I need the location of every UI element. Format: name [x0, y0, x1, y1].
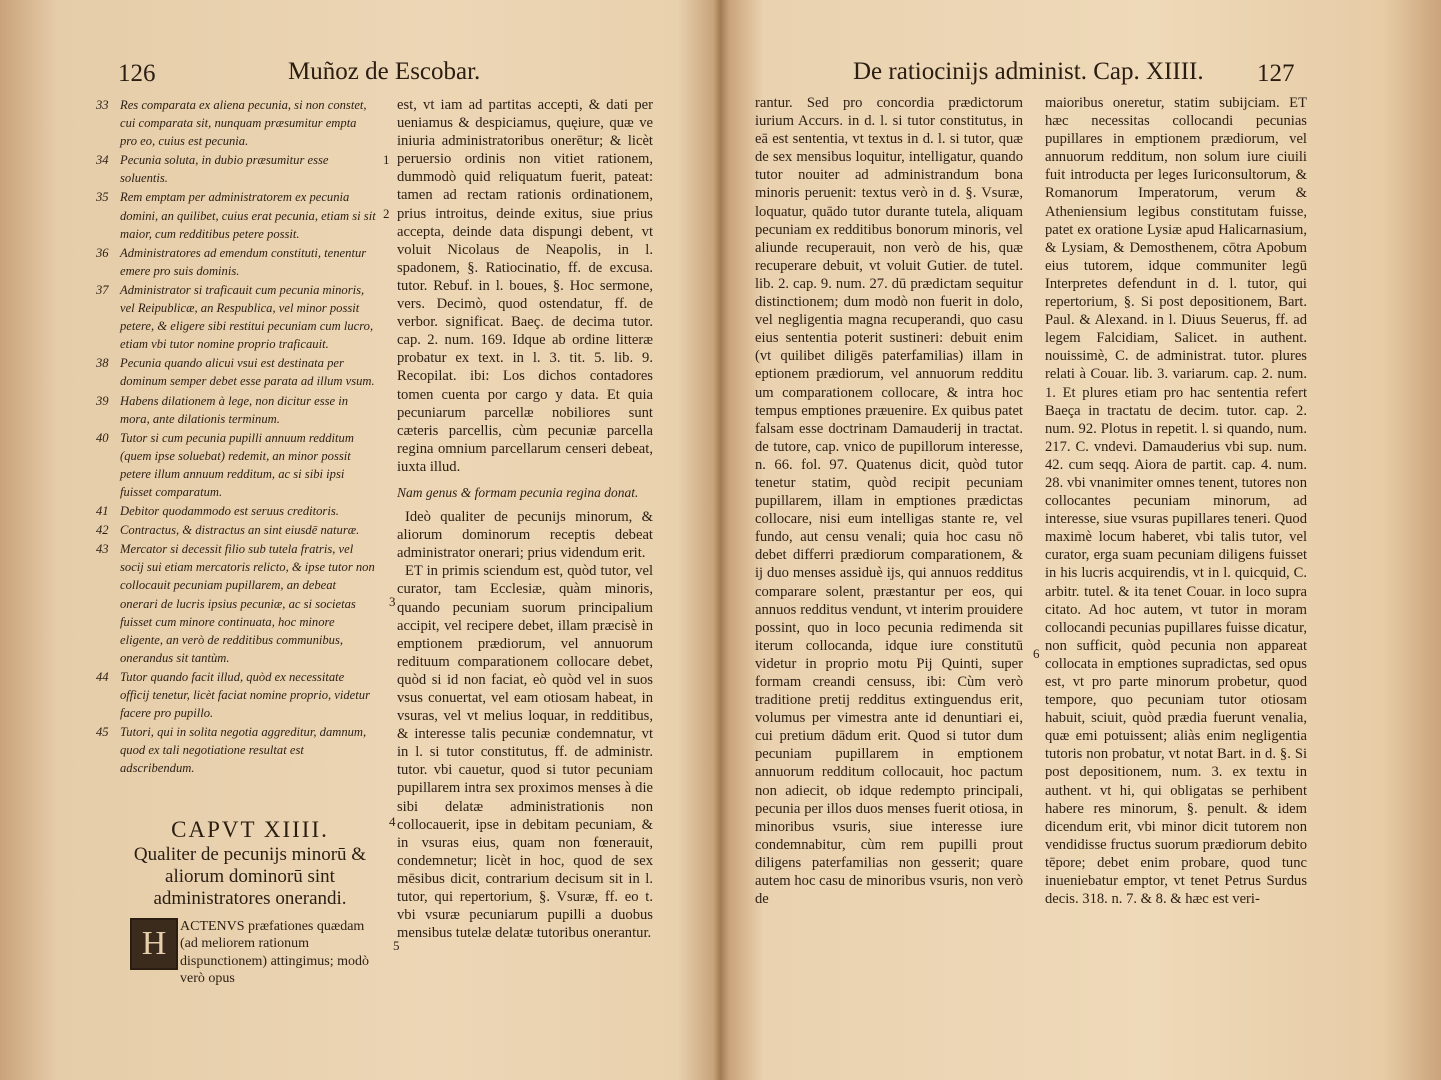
right-page — [725, 0, 1441, 1080]
margin-number: 3 — [389, 594, 396, 609]
note-45: 45 Tutori, qui in solita negotia aggreditur, damnum, quod ex tali negotiatione resultat est adscribendum. — [96, 725, 367, 776]
chapter-heading: CAPVT XIIII. — [171, 817, 329, 842]
margin-number: 1 — [383, 152, 390, 167]
right-column-1: rantur. Sed pro concordia prædictorum iurium Accurs. in d. l. si tutor constitutus, in eā est sententia, vt textus in d. l. si tutor, quæ de sex mensibus loquitur, intelligatur, quando tutor nouiter ad administrandum bona minoris peruenit: textus verò in d. §. Vsuræ, loquatur, quādo tutor durante tutela, aliquam pecuniam ex redditibus bonorum minoris, vel aliunde recuperauit, non verò de his, quæ recuperare debuit, vt voluit Gutier. de tutel. lib. 2. cap. 9. num. 27. dū prædictam sequitur distinctionem; dum modò non fuerit in dolo, vel negligentia magna recuperandi, quo casu eius sententia poterit sustineri: debuit enim (vt quilibet diligēs paterfamilias) illam in eptionem prædiorum, vel annuorum redditu um comparationem collocare, & intra hoc tempus emptiones præuenire. Ex quibus patet falsam esse doctrinam Damauderij in tractat. de tutore, cap. vnico de pupillorum interesse, n. 66. fol. 97. Quatenus dicit, quòd tutor tenetur statim, quòd recipit pecuniam pupillarem, illam in emptiones prædictas collocare, nisi eum intelligas stante re, vel fundo, aut censu venali; quia hoc casu nō debet differri prædiorum comparationem, & ij duo menses assiduè ijs, qui annuos redditus comparare solent, præstantur per eos, qui annuos redditus vendunt, vt interim prouidere possint, quo in loco pecunia redimenda sit iterum collocanda, idque iure constitutū videtur in proprio motu Pij Quinti, super formam creandi censuss, ibi: Cùm verò traditione pretij redditus extinguendus erit, volumus per vimestra ante id denuntiari ei, cui pretium dādum erit. Quod si tutor dum pecuniam pupillarem in emptionem annuorum redditum collocauit, hoc pactum non adiecit, ob idque redempto principali, pecunia per illos duos menses fuerit otiosa, in minoribus vsuris, siue interesse iure condemnabitur, cùm rem pupilli prout diligens paterfamilias non gesserit; quare autem hoc casu de minoribus vsuris, non verò de — [755, 95, 1023, 908]
note-38: 38 Pecunia quando alicui vsui est destinata per dominum semper debet esse parata ad illum vsum. — [96, 356, 375, 389]
right-column-2: maioribus oneretur, statim subijciam. ET hæc necessitas collocandi pecunias pupillares in emptionem prædiorum, vel annuorum redditum, non solum iure ciuili fuit introducta per leges Iuriconsultorum, & Romanorum Imperatorum, verum & Atheniensium legibus constitutam fuisse, patet ex oratione Lysiæ apud Halicarnasium, & Lysiam, & Demosthenem, cōtra Apobum eius tutorem, idque communiter legū Interpretes defendunt in d. l. tutor, qui repertorium, §. Si post depositionem, Bart. Paul. & Alexand. in l. Diuus Seuerus, ff. ad legem Falcidiam, Salicet. in authent. nouissimè, C. de administrat. tutor. plures relati à Couar. lib. 3. variarum. cap. 2. num. 1. Et plures etiam pro hac sententia refert Baeça in tractatu de decim. tutor. cap. 2. num. 92. Plotus in repetit. l. si quando, num. 217. C. vndevi. Damauderius vbi sup. num. 42. cum seqq. Aiora de partit. cap. 4. num. 28. vbi vnanimiter omnes tenent, tutores non collocantes pecuniam minorum, ad interesse, siue vsuras pupillares teneri. Quod maximè locum haberet, vbi talis tutor, vel curator, erga suam pecuniam diligens fuisset in his lucris acquirendis, vt in l. quicquid, C. arbitr. tutel. & ita tenet Couar. in loco supra citato. Ad hoc autem, vt tutor in moram collocandi pecunias pupillares fuisse dicatur, non sufficit, quòd pecunia non appareat collocata in emptiones supradictas, sed opus est, vt pro parte minorum probetur, quod tempore, quo pecuniam tutor otiosam habuit, sciuit, quòd prædia fuerunt venalia, quæ emi potuissent; aliàs enim negligentia tutoris non probatur, vt notat Bart. in d. §. Si post depositionem, num. 3. ex textu in authent. vt hi, qui obligatas se perhibent habere res minorum, §. penult. & idem dicendum erit, vbi minor dicit tutorem non vendidisse fructus suorum prædiorum debito tēpore; debet enim probare, quod tunc inueniebatur emptor, vt tenet Petrus Surdus decis. 318. n. 7. & 8. & hæc est veri- — [1045, 95, 1307, 908]
chapter-intro: ACTENVS præfationes quædam (ad meliorem rationum dispunctionem) attingimus; modò verò opus — [180, 919, 369, 987]
margin-number: 4 — [389, 814, 396, 829]
margin-number: 5 — [393, 938, 400, 953]
note-36: 36 Administratores ad emendum constituti, tenentur emere pro suis dominis. — [96, 245, 367, 278]
margin-number: 2 — [383, 206, 390, 221]
chapter-title — [120, 816, 380, 910]
note-42: 42 Contractus, & distractus an sint eiusdē naturæ. — [96, 523, 360, 538]
note-34: 34 Pecunia soluta, in dubio præsumitur esse soluentis. — [96, 153, 329, 186]
note-40: 40 Tutor si cum pecunia pupilli annuum redditum (quem ipse soluebat) redemit, an minor possit petere illum annuum redditum, ac si sibi ipsi fuisset comparatum. — [96, 430, 354, 499]
note-44: 44 Tutor quando facit illud, quòd ex necessitate officij tenetur, licèt faciat nomine proprio, videtur facere pro pupillo. — [96, 669, 370, 721]
page-number-left: 126 — [118, 60, 156, 87]
note-33: 33 Res comparata ex aliena pecunia, si non constet, cui comparata sit, nunquam præsumitur empta pro eo, cuius est pecunia. — [96, 98, 367, 149]
left-col-para-2: Ideò qualiter de pecunijs minorum, & aliorum dominorum receptis debeat administrator onerari; prius videndum erit. — [397, 509, 653, 562]
note-35: 35 Rem emptam per administratorem ex pecunia domini, an quilibet, cuius erat pecunia, etiam si sit maior, cum redditibus petere possit. — [96, 190, 376, 241]
running-head-right: De ratiocinijs administ. Cap. XIIII. — [853, 58, 1204, 85]
note-39: 39 Habens dilationem à lege, non dicitur esse in mora, ante dilationis terminum. — [96, 393, 349, 426]
note-37: 37 Administrator si traficauit cum pecunia minoris, vel Reipublicæ, an Respublica, vel minor possit petere, & eligere sibi restitui pecuniam cum lucro, etiam vbi tutor nomine proprio traficauit. — [96, 282, 374, 352]
note-43: 43 Mercator si decessit filio sub tutela fratris, vel socij sui etiam mercatoris relicto, & ipse tutor non collocauit pecuniam pupillarem, an debeat onerari de lucris ipsius pecuniæ, ac si societas fuisset cum minore continuata, hoc minore eligente, an verò de redditibus communibus, onerandus sit tantùm. — [96, 542, 375, 665]
marginal-notes — [96, 96, 376, 778]
left-page — [0, 0, 715, 1080]
drop-cap: H — [130, 918, 178, 970]
left-col-para-3: ET in primis sciendum est, quòd tutor, vel curator, tam Ecclesiæ, quàm minoris, quando pecuniam suorum principalium accipit, vel recipere debet, illam præcisè in emptionem prædiorum, vel annuorum redituum comparationem collocare debet, quòd si id non faciat, eò quòd vel in suos vsus conuertat, vel eam otiosam habeat, in vsuras, vel vt melius loquar, in redditibus, & interesse talis pecuniæ condemnatur, vt in l. si tutor constitutus, ff. de administr. tutor. vbi cauetur, quod si tutor pecuniam pupillarem intra sex proximos menses à die sibi delatæ administrationis non collocauerit, ipse in debitam pecuniam, & in vsuras eius, quam non fœnerauit, condemnetur; licèt in hoc, quod de sex mēsibus dicit, contrarium decisum sit in l. tutor, qui repertorium, §. Vsuræ, ff. eo t. vbi vsuræ pecuniarum pupilli a duobus mensibus tutelæ delatæ tutoribus onerantur. — [397, 563, 653, 942]
left-main-column — [397, 96, 653, 942]
note-41: 41 Debitor quodammodo est seruus creditoris. — [96, 504, 339, 519]
left-col-para-1: est, vt iam ad partitas accepti, & dati per ueniamus & despiciamus, quęiure, quæ ve iniuria administratoribus onerētur; & licèt peruersio ordinis non vitiet rationem, dummodò quid reliquatum fuerit, pateat: tamen ad rectam rationis ordinationem, prius introitus, deinde exitus, siue prius accepta, deinde data dispungi debent, vt voluit Nicolaus de Neapolis, in l. spadonem, §. Ratiocinatio, ff. de excusa. tutor. Rebuf. in l. boues, §. Hoc sermone, vers. Decimò, quod ostendatur, ff. de verbor. significat. Baeç. de decima tutor. cap. 2. num. 169. Idque ab ordine litteræ probatur ex text. in l. 3. tit. 5. lib. 9. Recopilat. ibi: Los dichos contadores tomen cuenta por cargo y data. Et quia pecuniarum parcellæ nobiliores sunt cæteris parcellis, cùm pecuniæ parcella regina omnium parcellarum censeri debeat, iuxta illud. — [397, 97, 653, 475]
page-number-right: 127 — [1257, 60, 1295, 87]
chapter-subtitle: Qualiter de pecunijs minorū & aliorum dominorū sint administratores onerandi. — [133, 844, 367, 909]
margin-number: 6 — [1033, 646, 1040, 661]
running-head-left: Muñoz de Escobar. — [288, 58, 481, 85]
verse-line: Nam genus & formam pecunia regina donat. — [397, 484, 639, 500]
